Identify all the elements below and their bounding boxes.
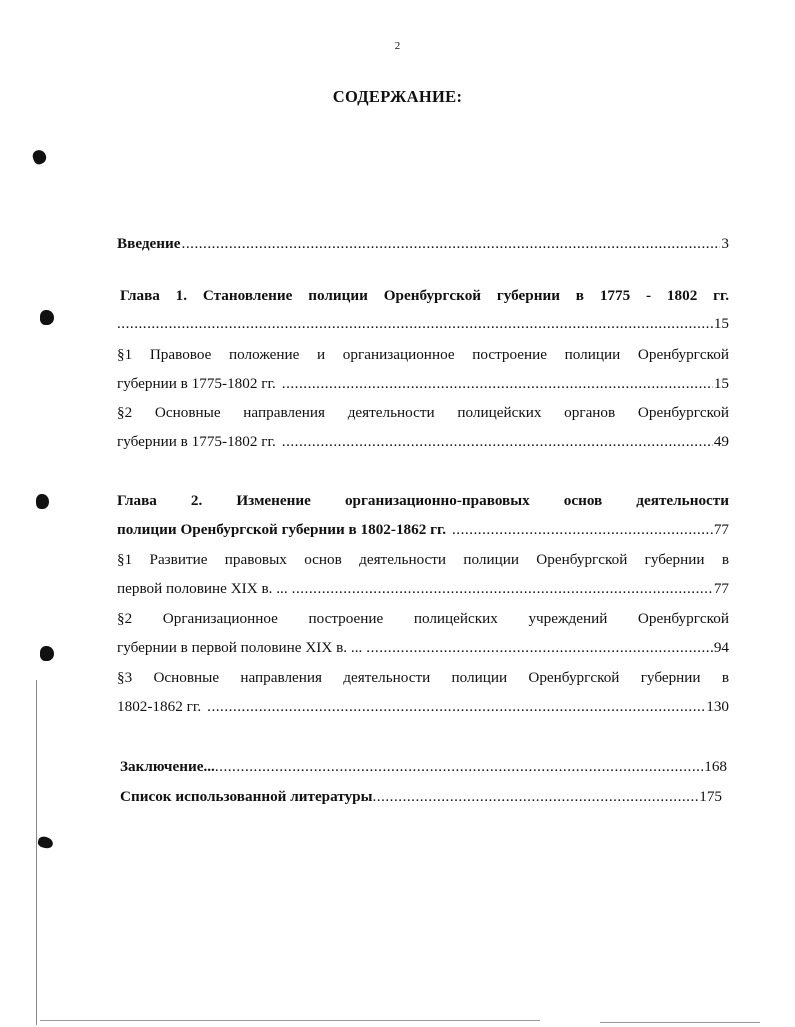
scan-margin-line: [36, 680, 37, 1025]
binder-hole-mark-2: [40, 310, 54, 325]
toc-page: 77: [713, 521, 729, 538]
toc-page: 77: [713, 580, 729, 597]
toc-page: 175: [699, 788, 722, 805]
scan-bottom-line-2: [600, 1022, 760, 1023]
binder-hole-mark-1: [31, 148, 48, 166]
scan-bottom-line: [40, 1020, 540, 1021]
toc-page: 49: [713, 433, 729, 450]
toc-ch2-section-3-line1[interactable]: §3 Основные направления деятельности полиции Оренбургской губернии в: [117, 669, 729, 686]
toc-chapter-2-heading-line2[interactable]: [117, 520, 729, 540]
toc-ch2-section-3-line2[interactable]: [117, 697, 729, 717]
toc-page: 130: [706, 698, 729, 715]
toc-ch2-section-2-line1[interactable]: §2 Организационное построение полицейских учреждений Оренбургской: [117, 610, 729, 627]
toc-label: губернии в 1775-1802 гг.: [117, 433, 276, 450]
toc-entry-bibliography[interactable]: [120, 787, 722, 807]
toc-chapter-2-heading-line1[interactable]: Глава 2. Изменение организационно-правовых основ деятельности: [117, 492, 729, 509]
binder-hole-mark-4: [40, 646, 54, 661]
toc-entry-conclusion[interactable]: [120, 757, 727, 777]
toc-label: Заключение...: [120, 758, 215, 775]
toc-ch1-section-2-line2[interactable]: [117, 432, 729, 452]
toc-page: 94: [713, 639, 729, 656]
toc-label: губернии в первой половине XIX в. ...: [117, 639, 363, 656]
toc-ch2-section-1-line1[interactable]: §1 Развитие правовых основ деятельности полиции Оренбургской губернии в: [117, 551, 729, 568]
toc-ch2-section-1-line2[interactable]: [117, 579, 729, 599]
toc-page: 168: [704, 758, 727, 775]
toc-page: 15: [713, 315, 729, 332]
toc-label: Список использованной литературы: [120, 788, 373, 805]
binder-hole-mark-5: [37, 835, 54, 850]
toc-page: 15: [713, 375, 729, 392]
toc-label: полиции Оренбургской губернии в 1802-1862 гг.: [117, 521, 446, 538]
toc-label: 1802-1862 гг.: [117, 698, 202, 715]
toc-label: Введение: [117, 235, 181, 252]
toc-label: губернии в 1775-1802 гг.: [117, 375, 276, 392]
toc-page: 3: [721, 235, 729, 252]
toc-label: первой половине XIX в. ...: [117, 580, 288, 597]
toc-ch1-section-2-line1[interactable]: §2 Основные направления деятельности полицейских органов Оренбургской: [117, 404, 729, 421]
page-number: 2: [394, 40, 401, 52]
toc-ch1-section-1-line1[interactable]: §1 Правовое положение и организационное построение полиции Оренбургской: [117, 346, 729, 363]
toc-entry-intro[interactable]: [117, 234, 729, 254]
toc-ch1-section-1-line2[interactable]: [117, 374, 729, 394]
toc-ch2-section-2-line2[interactable]: [117, 638, 729, 658]
binder-hole-mark-3: [36, 494, 49, 509]
toc-chapter-1-heading[interactable]: Глава 1. Становление полиции Оренбургской губернии в 1775 - 1802 гг.: [120, 287, 729, 304]
page-title: СОДЕРЖАНИЕ:: [332, 87, 463, 106]
toc-chapter-1-page-line: [117, 314, 729, 334]
